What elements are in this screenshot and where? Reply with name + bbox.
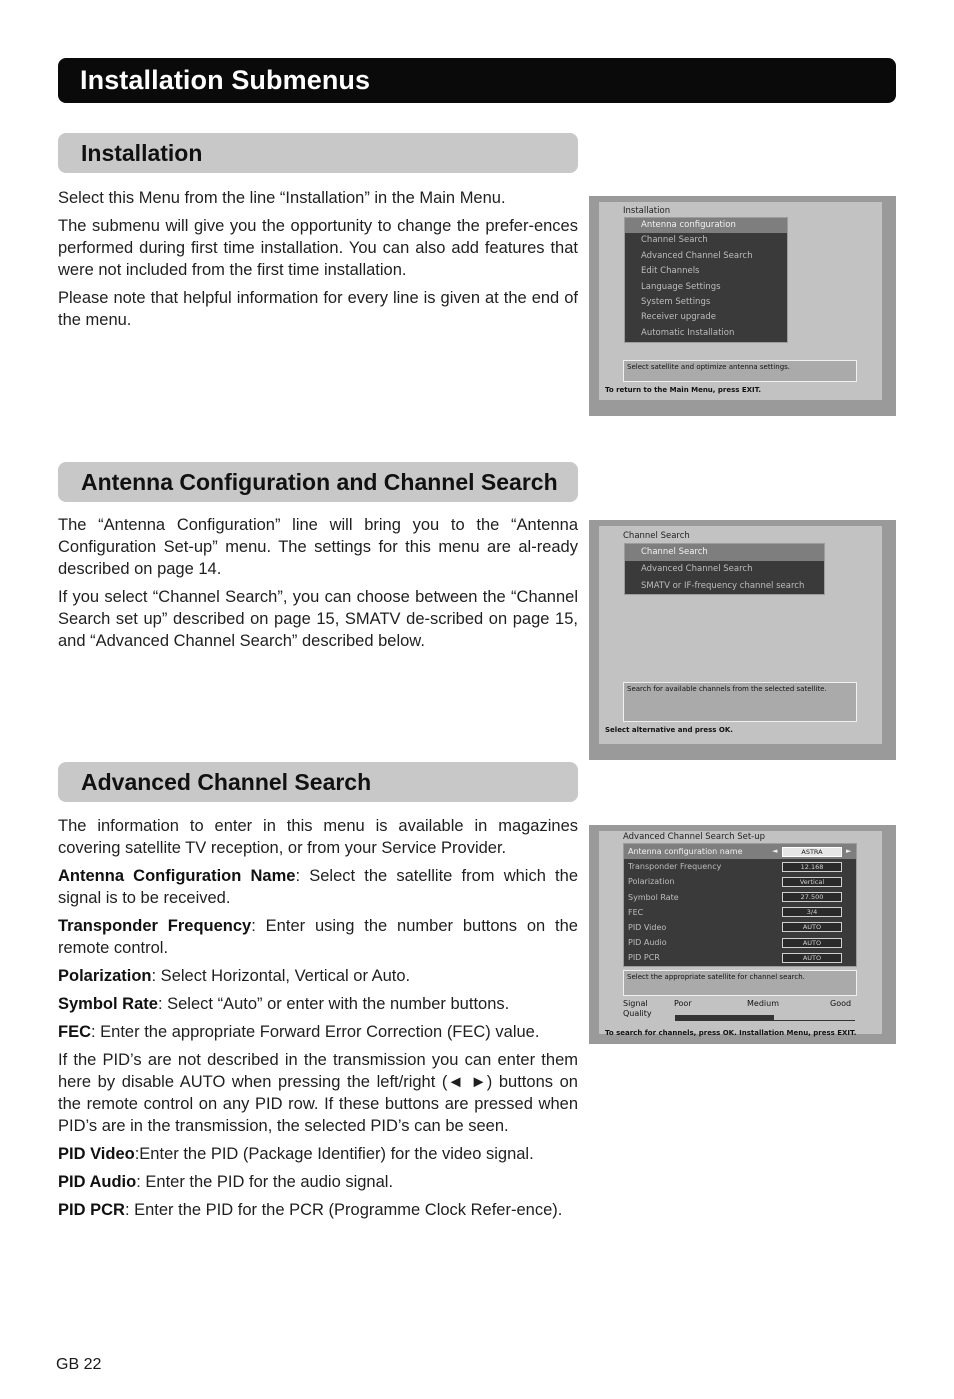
page-title: Installation Submenus — [80, 65, 371, 95]
row-value: 3/4 — [782, 907, 842, 917]
row-label: PID Video — [628, 922, 667, 932]
description: : Enter the PID for the audio signal. — [136, 1173, 394, 1191]
paragraph: If the PID’s are not described in the transmission you can enter them here by disable AUTO when pressing the left/right (◄ ►) buttons on the remote control on any PID row. If these buttons are pressed when PID’s are in the transmission, the selected PID’s can be seen. — [58, 1051, 578, 1135]
definition — [58, 1021, 578, 1043]
description: : Enter the PID for the PCR (Programme Clock Refer-ence). — [124, 1201, 563, 1219]
paragraph: The information to enter in this menu is available in magazines covering satellite TV reception, or from your Service Provider. — [58, 817, 578, 857]
definition — [58, 965, 578, 987]
row-value: AUTO — [782, 922, 842, 932]
signal-label: Signal — [623, 999, 648, 1008]
menu-item-channel-search[interactable]: Channel Search — [625, 544, 824, 561]
channel-search-screenshot — [589, 520, 896, 760]
menu-item-system-settings[interactable]: System Settings — [641, 296, 711, 307]
term: Transponder Frequency — [58, 917, 252, 935]
channel-search-menu-list — [624, 543, 825, 595]
help-box: Search for available channels from the selected satellite. — [623, 682, 857, 722]
term: FEC — [58, 1023, 91, 1041]
definition — [58, 1171, 578, 1193]
scale-medium: Medium — [747, 999, 779, 1008]
section-heading-installation — [58, 133, 578, 173]
form-row-transponder-frequency[interactable] — [624, 859, 856, 874]
form-row-symbol-rate[interactable] — [624, 890, 856, 905]
advanced-text — [58, 815, 578, 1227]
menu-item-edit-channels[interactable]: Edit Channels — [641, 266, 700, 277]
row-label: PID PCR — [628, 953, 660, 963]
paragraph: Please note that helpful information for every line is given at the end of the menu. — [58, 289, 578, 329]
page-title-bar — [58, 58, 896, 103]
signal-quality-fill — [675, 1015, 774, 1020]
description: : Select the satellite from which the signal is to be received. — [58, 867, 578, 907]
row-value: 12.168 — [782, 862, 842, 872]
row-label: Antenna configuration name — [628, 847, 743, 856]
menu-item-channel-search[interactable]: Channel Search — [641, 235, 708, 246]
menu-item-advanced-channel-search[interactable]: Advanced Channel Search — [641, 564, 753, 574]
screen-title: Channel Search — [623, 531, 690, 541]
row-label: Polarization — [628, 877, 675, 887]
installation-text — [58, 187, 578, 337]
menu-item-receiver-upgrade[interactable]: Receiver upgrade — [641, 312, 716, 323]
row-label: PID Audio — [628, 938, 667, 948]
installation-menu-list — [624, 217, 788, 343]
definition — [58, 915, 578, 959]
term: PID Audio — [58, 1173, 137, 1191]
page-number: GB 22 — [56, 1356, 102, 1373]
advanced-setup-form — [623, 843, 857, 967]
description: : Enter using the number buttons on the remote control. — [58, 917, 578, 957]
term: PID Video — [58, 1145, 135, 1163]
row-value: AUTO — [782, 938, 842, 948]
paragraph: Select this Menu from the line “Installation” in the Main Menu. — [58, 189, 506, 207]
form-row-pid-video[interactable] — [624, 920, 856, 935]
form-row-antenna-config[interactable] — [624, 844, 856, 859]
term: Antenna Configuration Name — [58, 867, 296, 885]
menu-item-antenna-configuration[interactable]: Antenna configuration — [625, 218, 787, 233]
paragraph: If you select “Channel Search”, you can choose between the “Channel Search set up” described on page 15, SMATV de-scribed on page 15, and “Advanced Channel Search” described below. — [58, 588, 578, 650]
row-value: ASTRA — [782, 847, 842, 857]
description: : Select Horizontal, Vertical or Auto. — [151, 967, 411, 985]
menu-item-advanced-channel-search[interactable]: Advanced Channel Search — [641, 250, 753, 261]
paragraph: The submenu will give you the opportunity to change the prefer-ences performed during first time installation. You can also add features that were not included from the first time installation. — [58, 217, 578, 279]
screen-title: Installation — [623, 206, 671, 216]
row-label: Symbol Rate — [628, 892, 679, 902]
term: PID PCR — [58, 1201, 125, 1219]
term: Symbol Rate — [58, 995, 158, 1013]
section-title: Antenna Configuration and Channel Search — [81, 468, 558, 495]
advanced-setup-screenshot — [589, 825, 896, 1044]
footer-hint: To search for channels, press OK. Installation Menu, press EXIT. — [605, 1029, 857, 1037]
help-box: Select the appropriate satellite for channel search. — [623, 970, 857, 996]
installation-menu-screenshot — [589, 196, 896, 416]
form-row-pid-pcr[interactable] — [624, 950, 856, 965]
section-heading-antenna — [58, 462, 578, 502]
antenna-text — [58, 514, 578, 658]
quality-label: Quality — [623, 1009, 652, 1018]
section-title: Installation — [81, 139, 203, 166]
description: : Select “Auto” or enter with the number buttons. — [157, 995, 510, 1013]
scale-poor: Poor — [674, 999, 692, 1008]
row-value: AUTO — [782, 953, 842, 963]
form-row-fec[interactable] — [624, 905, 856, 920]
screen-title: Advanced Channel Search Set-up — [623, 832, 765, 842]
paragraph: The “Antenna Configuration” line will bring you to the “Antenna Configuration Set-up” menu. The settings for this menu are al-ready described on page 14. — [58, 516, 578, 578]
menu-item-smatv-search[interactable]: SMATV or IF-frequency channel search — [641, 581, 805, 591]
section-heading-advanced — [58, 762, 578, 802]
footer-hint: Select alternative and press OK. — [605, 726, 733, 734]
definition — [58, 993, 578, 1015]
menu-item-language-settings[interactable]: Language Settings — [641, 281, 721, 292]
description: : Enter the appropriate Forward Error Correction (FEC) value. — [91, 1023, 540, 1041]
arrow-right-icon[interactable]: ► — [846, 847, 852, 855]
definition — [58, 1143, 578, 1165]
row-label: FEC — [628, 907, 644, 917]
form-row-polarization[interactable] — [624, 874, 856, 889]
section-title: Advanced Channel Search — [81, 768, 372, 795]
definition — [58, 865, 578, 909]
menu-item-automatic-installation[interactable]: Automatic Installation — [641, 327, 735, 338]
form-row-pid-audio[interactable] — [624, 935, 856, 950]
row-label: Transponder Frequency — [628, 862, 722, 872]
footer-hint: To return to the Main Menu, press EXIT. — [605, 386, 762, 394]
signal-quality-bar — [675, 1011, 855, 1021]
definition — [58, 1199, 578, 1221]
help-box: Select satellite and optimize antenna settings. — [623, 360, 857, 382]
arrow-left-icon[interactable]: ◄ — [772, 847, 778, 855]
row-value: Vertical — [782, 877, 842, 887]
description: :Enter the PID (Package Identifier) for the video signal. — [134, 1145, 534, 1163]
term: Polarization — [58, 967, 152, 985]
scale-good: Good — [830, 999, 852, 1008]
row-value: 27.500 — [782, 892, 842, 902]
